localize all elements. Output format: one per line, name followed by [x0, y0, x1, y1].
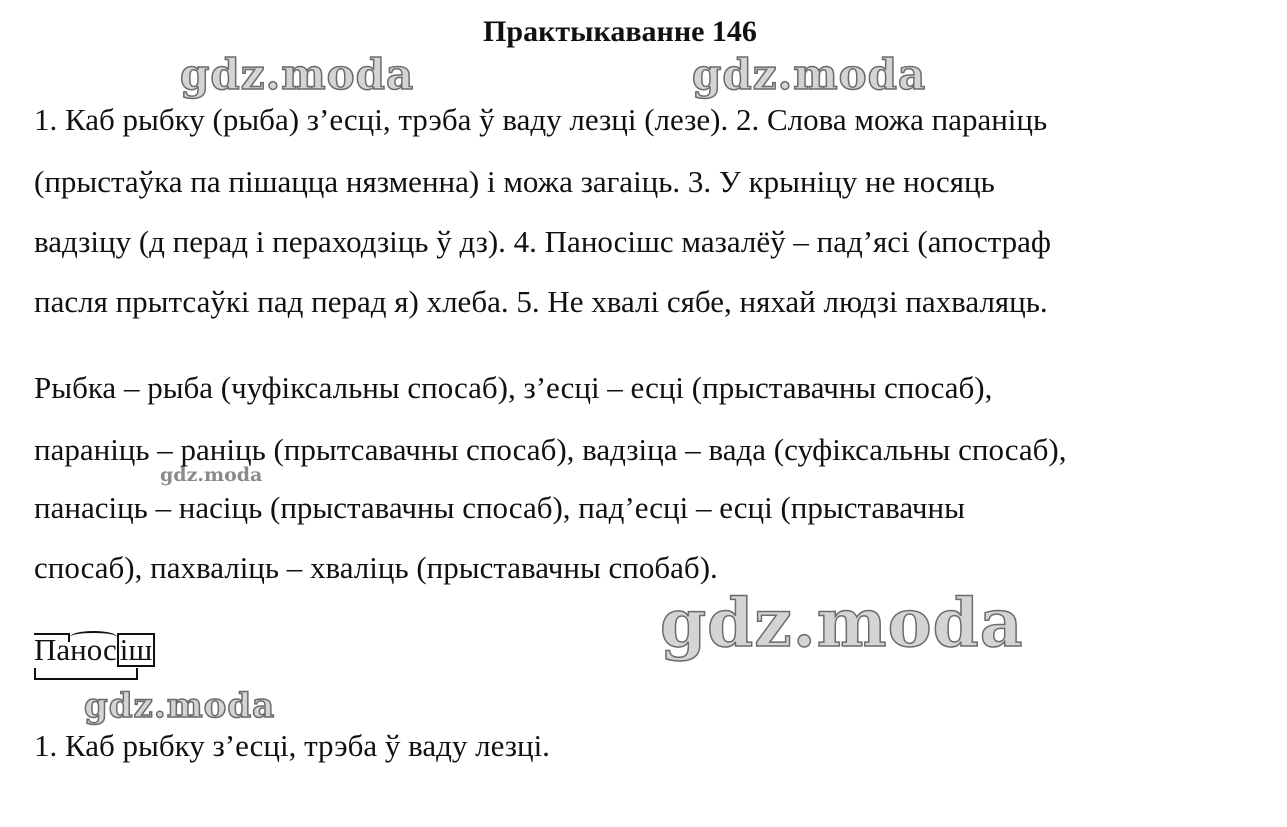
- page-title: Практыкаванне 146: [483, 15, 757, 48]
- watermark: gdz.moda: [692, 50, 927, 99]
- root-mark: [70, 631, 117, 643]
- derivation-line: Рыбка – рыба (чуфіксальны спосаб), з’есці – есці (прыставачны спосаб),: [34, 370, 993, 405]
- exercise-line: (прыстаўка па пішацца нязменна) і можа загаіць. 3. У крыніцу не носяць: [34, 164, 995, 199]
- morpheme-prefix: [34, 630, 70, 670]
- watermark: gdz.moda: [84, 686, 276, 726]
- word-stem-mark: [34, 668, 138, 680]
- final-sentence: 1. Каб рыбку з’есці, трэба ў ваду лезці.: [34, 728, 550, 763]
- derivation-line: параніць – раніць (прытсавачны спосаб), вадзіца – вада (суфіксальны спосаб),: [34, 432, 1067, 467]
- prefix-mark: [34, 633, 70, 642]
- exercise-line: вадзіцу (д перад і пераходзіць ў дз). 4. Паносішс мазалёў – пад’ясі (апостраф: [34, 224, 1051, 259]
- prefix-text: Па: [34, 632, 71, 667]
- morpheme-analysis: [34, 630, 155, 670]
- watermark: gdz.moda: [180, 50, 415, 99]
- derivation-line: спосаб), пахваліць – хваліць (прыставачны спобаб).: [34, 550, 718, 585]
- morpheme-ending: іш: [117, 633, 155, 667]
- watermark: gdz.moda: [160, 464, 263, 486]
- morpheme-root: [70, 630, 117, 670]
- exercise-line: пасля прытсаўкі пад перад я) хлеба. 5. Не хвалі сябе, няхай людзі пахваляць.: [34, 284, 1048, 319]
- exercise-line: 1. Каб рыбку (рыба) з’есці, трэба ў ваду лезці (лезе). 2. Слова можа параніць: [34, 102, 1048, 137]
- derivation-line: панасіць – насіць (прыставачны спосаб), пад’есці – есці (прыставачны: [34, 490, 965, 525]
- root-text: нос: [70, 632, 117, 667]
- watermark: gdz.moda: [660, 584, 1024, 662]
